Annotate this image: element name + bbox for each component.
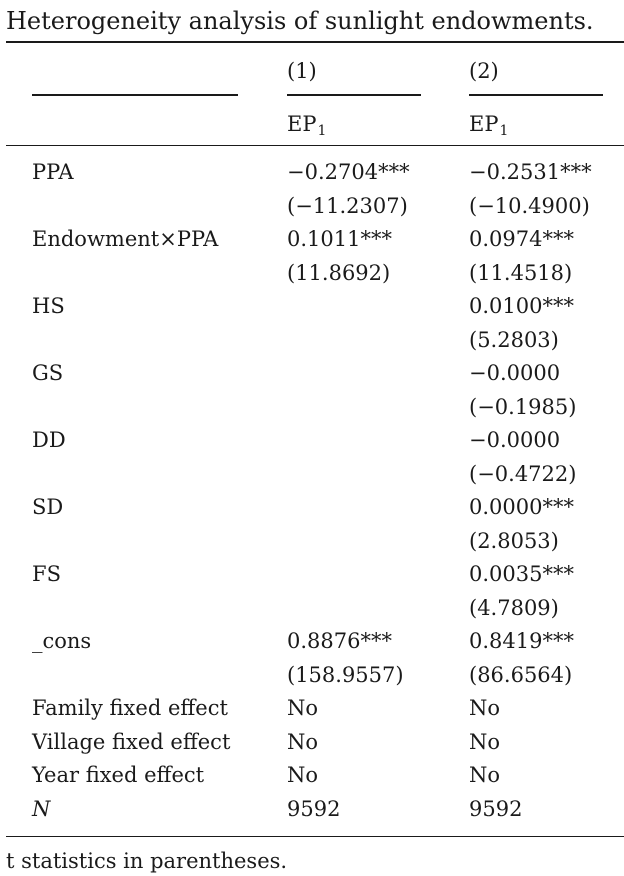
table-row [0, 793, 624, 827]
column-2-value: 0.0974*** [469, 227, 574, 251]
header-subrule-label [32, 94, 238, 96]
table-row [0, 625, 624, 659]
column-1-value: (−11.2307) [287, 193, 408, 218]
row-label: SD [32, 495, 64, 519]
column-2-value: No [469, 696, 501, 720]
table-row [0, 692, 624, 726]
bottom-rule [6, 836, 624, 837]
column-1-value: No [287, 696, 319, 720]
column-1-value: No [287, 729, 319, 754]
table-row [0, 290, 624, 324]
table-row [0, 491, 624, 525]
table-footnote: t statistics in parentheses. [6, 849, 288, 873]
column-2-value: No [469, 763, 501, 787]
table-row [0, 592, 624, 626]
column-2-value: 0.0000*** [469, 495, 574, 519]
column-1-number: (1) [287, 59, 317, 83]
table-row [0, 357, 624, 391]
table-row [0, 458, 624, 492]
column-1-value: 9592 [287, 796, 341, 821]
column-1-value: (11.8692) [287, 260, 391, 285]
row-label: Year fixed effect [32, 763, 205, 787]
column-2-variable: $EP_1$ [469, 112, 509, 139]
column-1-value: 0.8876*** [287, 629, 392, 653]
table-row [0, 324, 624, 358]
top-rule [6, 41, 624, 43]
column-2-value: −0.0000 [469, 361, 561, 385]
column-2-value: 0.0035*** [469, 562, 574, 586]
column-1-value: No [287, 763, 319, 787]
column-1-variable: $EP_1$ [287, 112, 327, 139]
row-label: N [32, 796, 51, 821]
row-label: GS [32, 361, 64, 385]
column-2-value: (−0.4722) [469, 461, 577, 486]
table-row [0, 156, 624, 190]
table-row [0, 525, 624, 559]
row-label: PPA [32, 160, 74, 184]
row-label: Endowment×PPA [32, 227, 219, 251]
row-label: HS [32, 294, 65, 318]
column-2-value: 0.8419*** [469, 629, 574, 653]
column-2-value: (−0.1985) [469, 394, 577, 419]
table-row [0, 424, 624, 458]
column-2-value: (−10.4900) [469, 193, 590, 218]
table-row [0, 726, 624, 760]
column-2-value: 0.0100*** [469, 294, 574, 318]
row-label: DD [32, 428, 66, 452]
column-2-value: No [469, 729, 501, 754]
row-label: FS [32, 562, 61, 586]
column-1-value: −0.2704*** [287, 160, 410, 184]
header-subrule-col2 [469, 94, 603, 96]
table-row [0, 190, 624, 224]
column-2-value: (5.2803) [469, 327, 559, 352]
column-1-value: (158.9557) [287, 662, 404, 687]
column-2-value: 9592 [469, 796, 523, 821]
table-title: Heterogeneity analysis of sunlight endowments. [6, 7, 594, 35]
column-2-value: (11.4518) [469, 260, 573, 285]
table-row [0, 558, 624, 592]
column-2-number: (2) [469, 59, 499, 83]
table-row [0, 391, 624, 425]
table-row [0, 223, 624, 257]
row-label: Family fixed effect [32, 696, 228, 720]
column-1-value: 0.1011*** [287, 227, 392, 251]
column-2-value: (4.7809) [469, 595, 559, 620]
column-2-value: (86.6564) [469, 662, 573, 687]
header-subrule-col1 [287, 94, 421, 96]
column-2-value: −0.0000 [469, 428, 561, 452]
column-2-value: (2.8053) [469, 528, 559, 553]
table-row [0, 257, 624, 291]
row-label: _cons [32, 629, 92, 653]
table-row [0, 659, 624, 693]
column-2-value: −0.2531*** [469, 160, 592, 184]
row-label: Village fixed effect [32, 729, 231, 754]
header-bottom-rule [6, 145, 624, 146]
table-row [0, 759, 624, 793]
